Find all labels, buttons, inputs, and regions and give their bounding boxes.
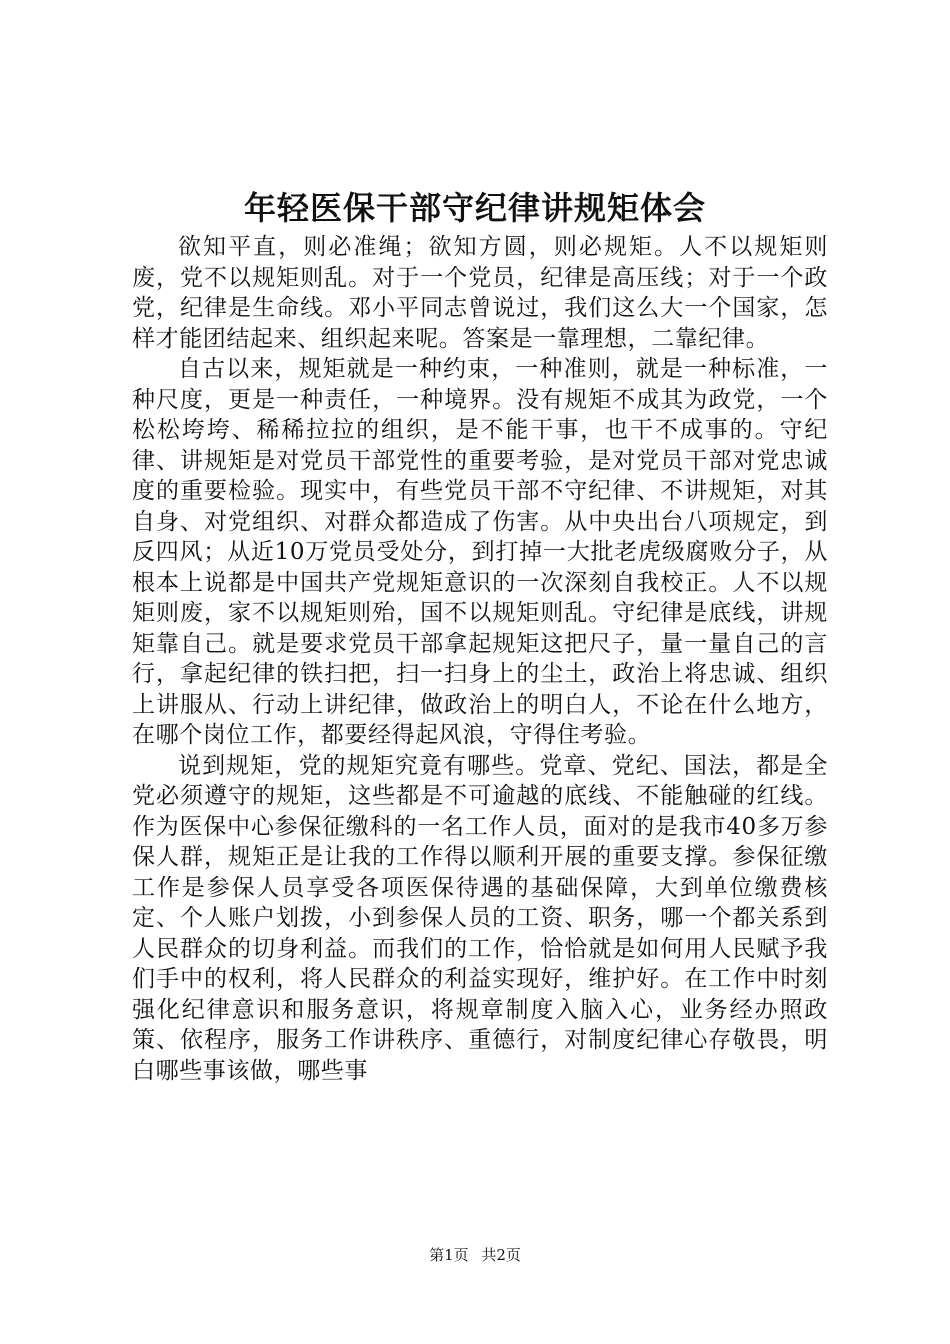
document-body (132, 232, 828, 1086)
paragraph-2: 自古以来，规矩就是一种约束，一种准则，就是一种标准，一种尺度，更是一种责任，一种境界。没有规矩不成其为政党，一个松松垮垮、稀稀拉拉的组织，是不能干事，也干不成事的。守纪律、讲规矩是对党员干部党性的重要考验，是对党员干部对党忠诚度的重要检验。现实中，有些党员干部不守纪律、不讲规矩，对其自身、对党组织、对群众都造成了伤害。从中央出台八项规定，到反四风；从近10万党员受处分，到打掉一大批老虎级腐败分子，从根本上说都是中国共产党规矩意识的一次深刻自我校正。人不以规矩则废，家不以规矩则殆，国不以规矩则乱。守纪律是底线，讲规矩靠自己。就是要求党员干部拿起规矩这把尺子，量一量自己的言行，拿起纪律的铁扫把，扫一扫身上的尘土，政治上将忠诚、组织上讲服从、行动上讲纪律，做政治上的明白人，不论在什么地方，在哪个岗位工作，都要经得起风浪，守得住考验。 (132, 356, 828, 748)
paragraph-3: 说到规矩，党的规矩究竟有哪些。党章、党纪、国法，都是全党必须遵守的规矩，这些都是不可逾越的底线、不能触碰的红线。作为医保中心参保征缴科的一名工作人员，面对的是我市40多万参保人群，规矩正是让我的工作得以顺利开展的重要支撑。参保征缴工作是参保人员享受各项医保待遇的基础保障，大到单位缴费核定、个人账户划拨，小到参保人员的工资、职务，哪一个都关系到人民群众的切身利益。而我们的工作，恰恰就是如何用人民赋予我们手中的权利，将人民群众的利益实现好，维护好。在工作中时刻强化纪律意识和服务意识，将规章制度入脑入心，业务经办照政策、依程序，服务工作讲秩序、重德行，对制度纪律心存敬畏，明白哪些事该做，哪些事 (132, 752, 828, 1084)
page-footer (0, 1245, 950, 1265)
paragraph-1: 欲知平直，则必准绳；欲知方圆，则必规矩。人不以规矩则废，党不以规矩则乱。对于一个党员，纪律是高压线；对于一个政党，纪律是生命线。邓小平同志曾说过，我们这么大一个国家，怎样才能团结起来、组织起来呢。答案是一靠理想，二靠纪律。 (132, 234, 828, 352)
document-title: 年轻医保干部守纪律讲规矩体会 (243, 189, 706, 227)
page-number-total: 共2页 (481, 1246, 521, 1264)
page-number-current: 第1页 (429, 1246, 469, 1264)
